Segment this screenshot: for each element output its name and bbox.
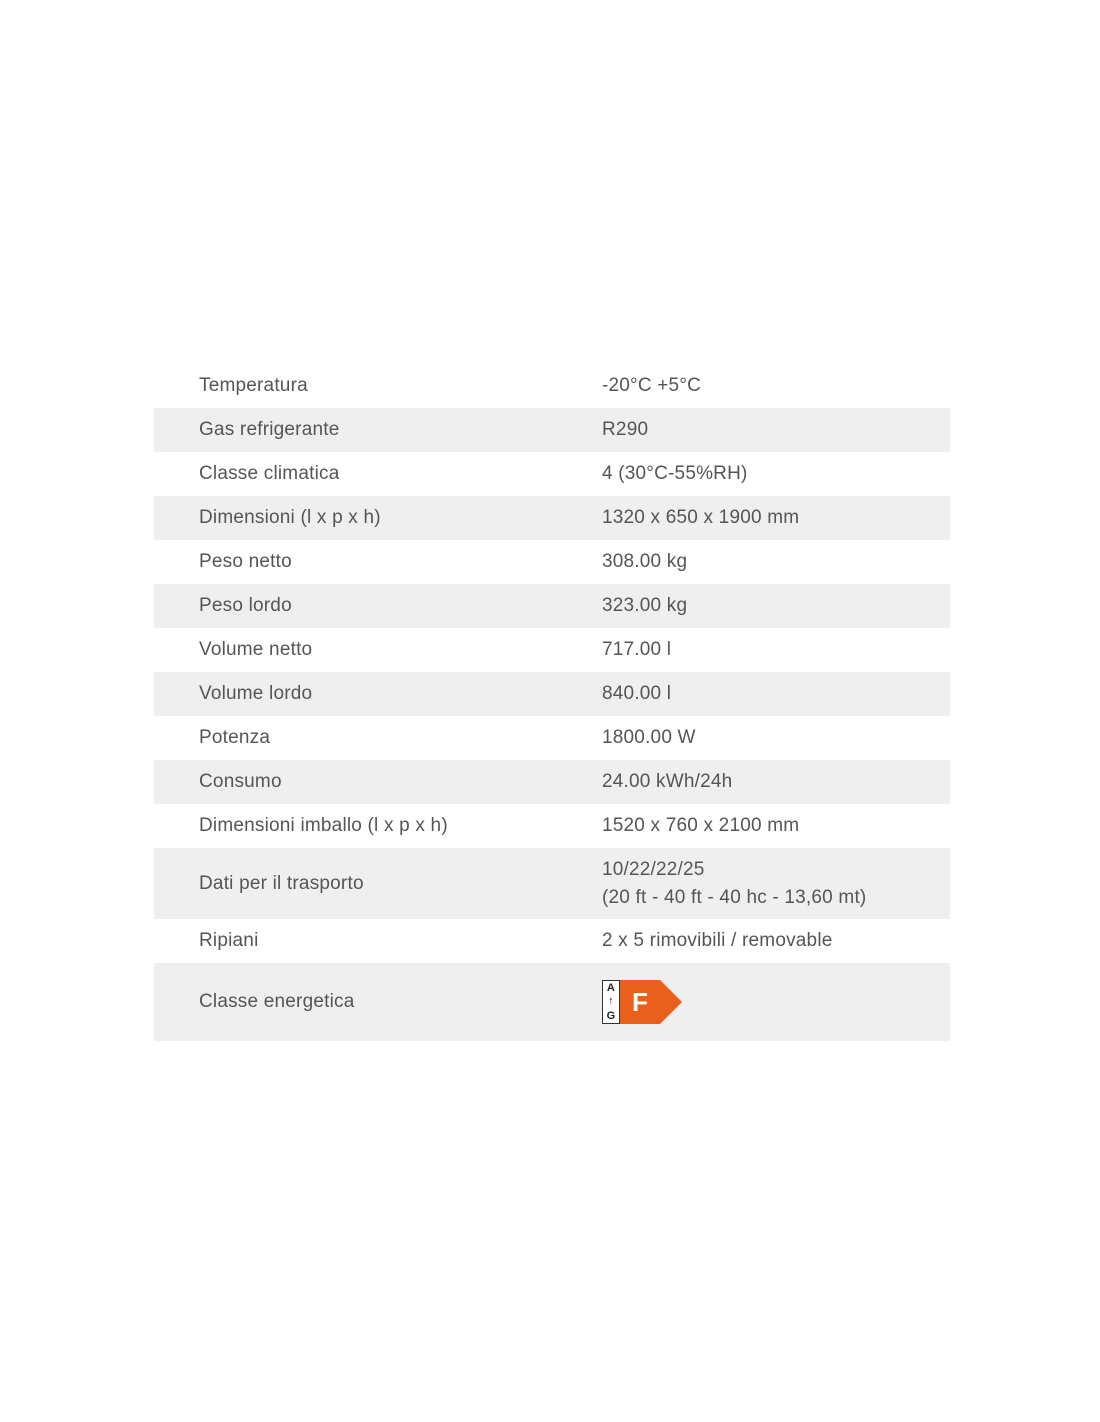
spec-row-volume-lordo (154, 672, 950, 716)
spec-value: R290 (602, 419, 649, 440)
spec-label: Classe energetica (199, 991, 355, 1012)
spec-row-temperatura (154, 364, 950, 408)
energy-scale-icon (602, 980, 620, 1024)
spec-value: 323.00 kg (602, 595, 688, 616)
spec-row-dimensioni-imballo (154, 804, 950, 848)
spec-row-volume-netto (154, 628, 950, 672)
spec-label: Dati per il trasporto (199, 872, 364, 894)
spec-value (602, 856, 950, 912)
spec-label: Volume lordo (199, 683, 313, 704)
spec-label: Peso lordo (199, 595, 292, 616)
spec-row-consumo (154, 760, 950, 804)
spec-value: 4 (30°C-55%RH) (602, 463, 748, 484)
spec-label: Consumo (199, 771, 282, 792)
spec-value: 1800.00 W (602, 727, 696, 748)
spec-value-line: (20 ft - 40 ft - 40 hc - 13,60 mt) (602, 886, 867, 908)
spec-value: 1520 x 760 x 2100 mm (602, 815, 800, 836)
spec-value-line: 10/22/22/25 (602, 858, 705, 880)
spec-row-dimensioni (154, 496, 950, 540)
spec-table (154, 364, 950, 1041)
spec-value: 24.00 kWh/24h (602, 771, 733, 792)
spec-row-classe-energetica (154, 963, 950, 1041)
spec-row-classe-climatica (154, 452, 950, 496)
spec-value: -20°C +5°C (602, 375, 702, 396)
spec-row-peso-lordo (154, 584, 950, 628)
spec-row-ripiani (154, 919, 950, 963)
energy-arrow-icon (620, 980, 682, 1024)
energy-scale-top: A (606, 982, 616, 994)
spec-value: 1320 x 650 x 1900 mm (602, 507, 800, 528)
spec-label: Ripiani (199, 930, 259, 951)
spec-row-peso-netto (154, 540, 950, 584)
spec-value: 840.00 l (602, 683, 672, 704)
spec-value: 717.00 l (602, 639, 672, 660)
spec-label: Peso netto (199, 551, 292, 572)
spec-label: Gas refrigerante (199, 419, 340, 440)
energy-scale-bottom: G (606, 1010, 616, 1022)
spec-label: Classe climatica (199, 463, 340, 484)
spec-value: 308.00 kg (602, 551, 688, 572)
arrow-up-icon: ↑ (608, 995, 614, 1007)
energy-class-letter: F (632, 987, 649, 1017)
spec-label: Dimensioni (l x p x h) (199, 507, 381, 528)
energy-class-badge (602, 980, 684, 1026)
spec-label: Temperatura (199, 375, 308, 396)
spec-row-dati-trasporto (154, 848, 950, 919)
spec-value: 2 x 5 rimovibili / removable (602, 930, 833, 951)
spec-label: Volume netto (199, 639, 313, 660)
spec-row-gas-refrigerante (154, 408, 950, 452)
spec-value (602, 978, 950, 1026)
spec-label: Dimensioni imballo (l x p x h) (199, 815, 448, 836)
spec-label: Potenza (199, 727, 271, 748)
spec-row-potenza (154, 716, 950, 760)
